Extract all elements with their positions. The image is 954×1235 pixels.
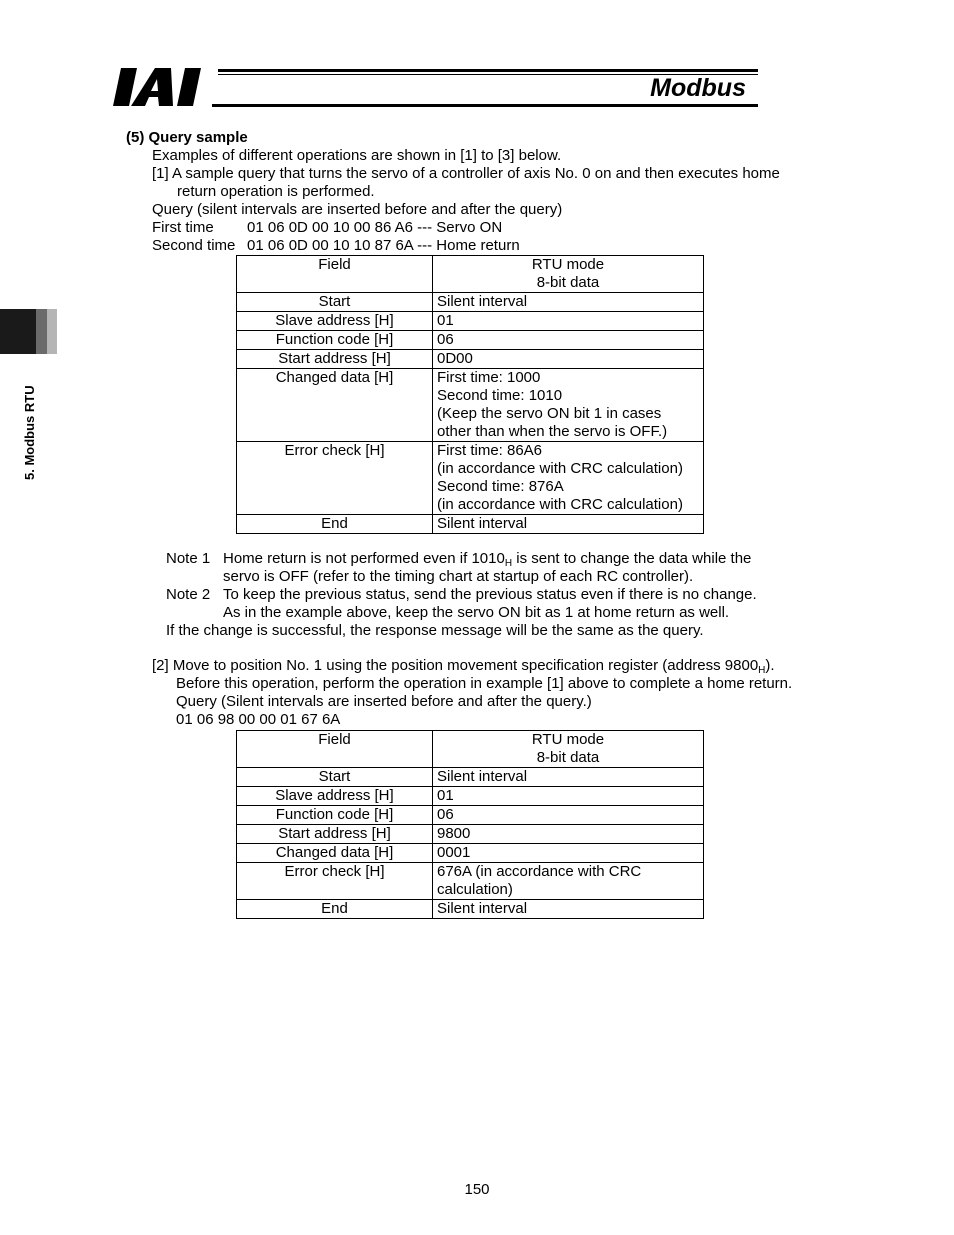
value-cell <box>433 825 704 844</box>
header-mode-line1: RTU mode <box>531 256 605 273</box>
note1-label: Note 1 <box>166 550 211 567</box>
table-row <box>237 863 704 900</box>
table-row <box>237 369 704 442</box>
header-field: Field <box>237 256 433 293</box>
note2-line2: As in the example above, keep the servo ON bit as 1 at home return as well. <box>223 604 730 621</box>
query-table-2 <box>236 730 704 919</box>
table-row <box>237 900 704 919</box>
example2-line3: Query (Silent intervals are inserted before and after the query.) <box>176 693 592 710</box>
value-cell <box>433 806 704 825</box>
field-cell: Changed data [H] <box>237 844 433 863</box>
field-cell: Function code [H] <box>237 806 433 825</box>
value-line: Silent interval <box>437 900 528 917</box>
value-line: Silent interval <box>437 768 528 785</box>
field-cell: Slave address [H] <box>237 312 433 331</box>
table-row <box>237 350 704 369</box>
table-row <box>237 768 704 787</box>
header-mode <box>433 731 704 768</box>
value-line: Silent interval <box>437 293 528 310</box>
field-cell: Start <box>237 768 433 787</box>
page-title: Modbus <box>650 74 746 102</box>
response-note: If the change is successful, the response message will be the same as the query. <box>166 622 704 639</box>
table-row <box>237 787 704 806</box>
note1-line1: Home return is not performed even if $1010_H$ is sent to change the data while the <box>223 550 752 569</box>
value-cell <box>433 844 704 863</box>
value-line: 06 <box>437 331 454 348</box>
value-cell <box>433 312 704 331</box>
value-line: 9800 <box>437 825 471 842</box>
table-row <box>237 825 704 844</box>
value-cell <box>433 369 704 442</box>
field-cell: End <box>237 515 433 534</box>
example2-line2: Before this operation, perform the operation in example [1] above to complete a home return. <box>176 675 793 692</box>
value-cell <box>433 331 704 350</box>
page-number: 150 <box>464 1181 490 1198</box>
header-mode <box>433 256 704 293</box>
header-field: Field <box>237 731 433 768</box>
value-cell <box>433 350 704 369</box>
value-line: 676A (in accordance with CRC <box>437 863 642 880</box>
field-cell: Start address [H] <box>237 825 433 844</box>
example2-line1: [2] Move to position No. 1 using the position movement specification register (address $9800_H$). <box>152 657 775 676</box>
intro-text: Examples of different operations are shown in [1] to [3] below. <box>152 147 562 164</box>
note2-label: Note 2 <box>166 586 211 603</box>
chapter-tab-light <box>47 309 57 354</box>
first-time-value: 01 06 0D 00 10 00 86 A6 --- Servo ON <box>247 219 503 236</box>
value-line: 01 <box>437 787 454 804</box>
table-row <box>237 844 704 863</box>
value-line: 01 <box>437 312 454 329</box>
second-time-label: Second time <box>152 237 236 254</box>
table-row <box>237 293 704 312</box>
value-line: (Keep the servo ON bit 1 in cases <box>437 405 662 422</box>
header-mode-line1: RTU mode <box>531 731 605 748</box>
value-line: other than when the servo is OFF.) <box>437 423 668 440</box>
value-cell <box>433 768 704 787</box>
value-line: Second time: 876A <box>437 478 564 495</box>
header-rule-top <box>218 69 758 72</box>
value-cell <box>433 900 704 919</box>
value-cell <box>433 863 704 900</box>
value-line: (in accordance with CRC calculation) <box>437 496 683 513</box>
table-row <box>237 515 704 534</box>
value-line: 06 <box>437 806 454 823</box>
field-cell: Changed data [H] <box>237 369 433 442</box>
field-cell: Error check [H] <box>237 442 433 515</box>
field-cell: Function code [H] <box>237 331 433 350</box>
first-time-label: First time <box>152 219 214 236</box>
table-row <box>237 806 704 825</box>
value-line: First time: 86A6 <box>437 442 543 459</box>
field-cell: End <box>237 900 433 919</box>
header-mode-line2: 8-bit data <box>536 274 600 291</box>
chapter-tab-dark <box>0 309 36 354</box>
note2-line1: To keep the previous status, send the previous status even if there is no change. <box>223 586 757 603</box>
field-cell: Slave address [H] <box>237 787 433 806</box>
value-line: 0D00 <box>437 350 473 367</box>
header-mode-line2: 8-bit data <box>536 749 600 766</box>
table-row <box>237 312 704 331</box>
value-cell <box>433 442 704 515</box>
query-description: Query (silent intervals are inserted before and after the query) <box>152 201 563 218</box>
value-cell <box>433 293 704 312</box>
header-rule-bottom <box>212 104 758 107</box>
value-line: Silent interval <box>437 515 528 532</box>
example2-query: 01 06 98 00 00 01 67 6A <box>176 711 341 728</box>
value-line: Second time: 1010 <box>437 387 563 404</box>
value-line: 0001 <box>437 844 471 861</box>
value-line: (in accordance with CRC calculation) <box>437 460 683 477</box>
table-row <box>237 442 704 515</box>
note1-line2: servo is OFF (refer to the timing chart at startup of each RC controller). <box>223 568 694 585</box>
table-row <box>237 331 704 350</box>
second-time-value: 01 06 0D 00 10 10 87 6A --- Home return <box>247 237 520 254</box>
field-cell: Start <box>237 293 433 312</box>
table-header-row <box>237 256 704 293</box>
value-line: First time: 1000 <box>437 369 541 386</box>
field-cell: Start address [H] <box>237 350 433 369</box>
example1-line1: [1] A sample query that turns the servo of a controller of axis No. 0 on and then executes home <box>152 165 780 182</box>
value-line: calculation) <box>437 881 513 898</box>
example1-line2: return operation is performed. <box>177 183 375 200</box>
section-heading: (5) Query sample <box>126 129 248 146</box>
chapter-label: 5. Modbus RTU <box>22 385 37 480</box>
field-cell: Error check [H] <box>237 863 433 900</box>
query-table-1 <box>236 255 704 534</box>
table-header-row <box>237 731 704 768</box>
value-cell <box>433 515 704 534</box>
value-cell <box>433 787 704 806</box>
chapter-tab-mid <box>36 309 47 354</box>
iai-logo <box>113 66 213 108</box>
